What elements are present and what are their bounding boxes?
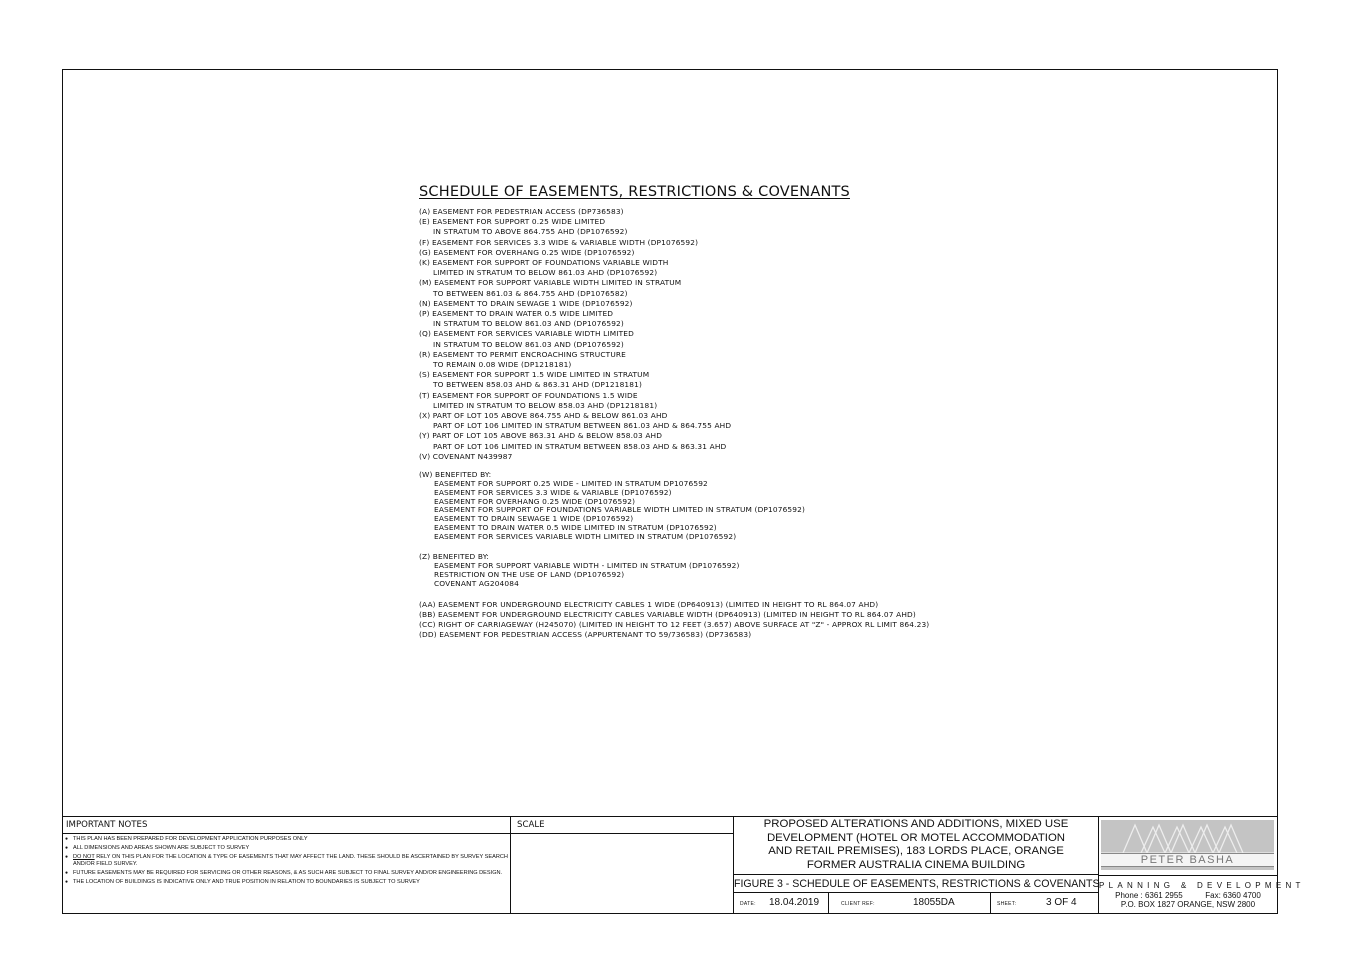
schedule-entry-line: (K) EASEMENT FOR SUPPORT OF FOUNDATIONS VARIABLE WIDTH (419, 258, 669, 268)
schedule-entry-line: (Y) PART OF LOT 105 ABOVE 863.31 AHD & BELOW 858.03 AHD (419, 431, 663, 441)
schedule-entry-line: IN STRATUM TO BELOW 861.03 AND (DP1076592) (433, 319, 624, 329)
phone-number: Phone : 6361 2955 (1115, 891, 1183, 900)
sheet-label: SHEET: (997, 901, 1017, 907)
sheet-field (991, 893, 1097, 914)
company-logo-panel (1099, 817, 1277, 875)
fax-number: Fax: 6360 4700 (1205, 891, 1261, 900)
benefit-item: EASEMENT FOR OVERHANG 0.25 WIDE (DP1076592) (434, 496, 636, 506)
schedule-entry (419, 248, 1039, 258)
note-text: THIS PLAN HAS BEEN PREPARED FOR DEVELOPMENT APPLICATION PURPOSES ONLY (73, 835, 308, 842)
schedule-entry-line: (X) PART OF LOT 105 ABOVE 864.755 AHD & BELOW 861.03 AHD (419, 411, 668, 421)
spacer (419, 462, 1039, 470)
schedule-lower-entry: (BB) EASEMENT FOR UNDERGROUND ELECTRICITY CABLES VARIABLE WIDTH (DP640913) (LIMITED IN HEIGHT TO RL 864.07 AHD) (419, 609, 916, 619)
note-emphasis: DO NOT (73, 853, 95, 860)
figure-title: FIGURE 3 - SCHEDULE OF EASEMENTS, RESTRICTIONS & COVENANTS (734, 875, 1099, 893)
schedule-entry-line: (S) EASEMENT FOR SUPPORT 1.5 WIDE LIMITED IN STRATUM (419, 370, 650, 380)
company-logo (1101, 820, 1274, 870)
note-item (63, 870, 510, 878)
schedule-entry-line: (Q) EASEMENT FOR SERVICES VARIABLE WIDTH LIMITED (419, 329, 634, 339)
date-value: 18.04.2019 (769, 897, 820, 908)
schedule-lower-entry: (DD) EASEMENT FOR PEDESTRIAN ACCESS (APPURTENANT TO 59/736583) (DP736583) (419, 630, 752, 640)
schedule-entry (419, 238, 1039, 248)
schedule-entry-line: (M) EASEMENT FOR SUPPORT VARIABLE WIDTH LIMITED IN STRATUM (419, 278, 682, 288)
project-title-line: AND RETAIL PREMISES), 183 LORDS PLACE, ORANGE (768, 845, 1064, 857)
schedule-entry (419, 217, 1039, 237)
schedule-lower-entry: (AA) EASEMENT FOR UNDERGROUND ELECTRICITY CABLES 1 WIDE (DP640913) (LIMITED IN HEIGHT TO RL 864.07 AHD) (419, 599, 879, 609)
schedule-lower-entry: (CC) RIGHT OF CARRIAGEWAY (H245070) (LIMITED IN HEIGHT TO 12 FEET (3.657) ABOVE SURFACE AT "Z" - APPROX RL LIMIT 864.23) (419, 619, 930, 629)
note-item (63, 879, 510, 887)
postal-address: P.O. BOX 1827 ORANGE, NSW 2800 (1120, 900, 1256, 909)
benefit-item: EASEMENT FOR SUPPORT OF FOUNDATIONS VARIABLE WIDTH LIMITED IN STRATUM (DP1076592) (434, 505, 806, 515)
schedule-entry-line: (T) EASEMENT FOR SUPPORT OF FOUNDATIONS 1.5 WIDE (419, 390, 638, 400)
schedule-entry-line: PART OF LOT 106 LIMITED IN STRATUM BETWEEN 858.03 AHD & 863.31 AHD (433, 441, 727, 451)
project-title-line: FORMER AUSTRALIA CINEMA BUILDING (806, 858, 1026, 871)
schedule-entry-line: (V) COVENANT N439987 (419, 451, 513, 461)
schedule-entry (419, 350, 1039, 370)
schedule-title: SCHEDULE OF EASEMENTS, RESTRICTIONS & COVENANTS (419, 184, 850, 200)
date-label: DATE: (740, 901, 756, 907)
schedule-entry-line: IN STRATUM TO ABOVE 864.755 AHD (DP1076592) (433, 227, 628, 237)
company-tagline: PLANNING & DEVELOPMENT (1099, 881, 1305, 890)
schedule-body (419, 207, 1039, 640)
benefit-group (419, 470, 1039, 541)
client-ref-value: 18055DA (913, 897, 955, 908)
client-ref-field (829, 893, 991, 914)
logo-graphic (1101, 820, 1274, 854)
benefit-item: EASEMENT TO DRAIN SEWAGE 1 WIDE (DP1076592) (434, 514, 634, 524)
note-text: RELY ON THIS PLAN FOR THE LOCATION & TYPE OF EASEMENTS THAT MAY AFFECT THE LAND. THESE SHOULD BE ASCERTAINED BY SURVEY SEARCH AND/OR FIELD SURVEY. (73, 853, 508, 868)
schedule-entry-line: (N) EASEMENT TO DRAIN SEWAGE 1 WIDE (DP1076592) (419, 298, 633, 308)
benefit-label: (W) BENEFITED BY: (419, 470, 492, 480)
schedule-entry (419, 309, 1039, 329)
project-title-line: PROPOSED ALTERATIONS AND ADDITIONS, MIXED USE (763, 818, 1069, 830)
schedule-entry (419, 258, 1039, 278)
schedule-entry-line: TO BETWEEN 858.03 AHD & 863.31 AHD (DP1218181) (433, 380, 643, 390)
benefit-item: EASEMENT FOR SUPPORT VARIABLE WIDTH - LIMITED IN STRATUM (DP1076592) (434, 561, 740, 571)
schedule-entry (419, 299, 1039, 309)
schedule-entry-line: LIMITED IN STRATUM TO BELOW 861.03 AHD (DP1076592) (433, 268, 658, 278)
schedule-entry-line: TO BETWEEN 861.03 & 864.755 AHD (DP1076582) (433, 288, 628, 298)
logo-wordmark: PETER BASHA (1101, 853, 1274, 867)
date-field (734, 893, 829, 914)
drawing-meta-row (734, 893, 1099, 914)
project-title-line: DEVELOPMENT (HOTEL OR MOTEL ACCOMMODATION (766, 831, 1066, 844)
spacer (419, 541, 1039, 552)
schedule-entry (419, 278, 1039, 298)
notes-heading: IMPORTANT NOTES (63, 817, 510, 834)
benefit-item: EASEMENT FOR SERVICES VARIABLE WIDTH LIMITED IN STRATUM (DP1076592) (434, 531, 737, 541)
project-title (734, 817, 1099, 875)
schedule-entry (419, 411, 1039, 431)
schedule-block (419, 184, 1039, 640)
schedule-entry-line: TO REMAIN 0.08 WIDE (DP1218181) (433, 360, 572, 370)
note-item (63, 836, 510, 844)
important-notes-panel (63, 817, 511, 914)
note-text: ALL DIMENSIONS AND AREAS SHOWN ARE SUBJECT TO SURVEY (73, 844, 250, 851)
schedule-entry-line: (A) EASEMENT FOR PEDESTRIAN ACCESS (DP736583) (419, 207, 624, 216)
benefit-item: EASEMENT TO DRAIN WATER 0.5 WIDE LIMITED IN STRATUM (DP1076592) (434, 522, 717, 532)
schedule-entry-line: PART OF LOT 106 LIMITED IN STRATUM BETWEEN 861.03 AHD & 864.755 AHD (433, 421, 732, 431)
schedule-entry-line: (E) EASEMENT FOR SUPPORT 0.25 WIDE LIMITED (419, 217, 606, 227)
benefit-group (419, 552, 1039, 588)
scale-panel (511, 817, 734, 914)
sheet-value: 3 OF 4 (1046, 897, 1077, 908)
scale-heading: SCALE (511, 817, 733, 834)
note-text: THE LOCATION OF BUILDINGS IS INDICATIVE ONLY AND TRUE POSITION IN RELATION TO BOUNDARIES IS SUBJECT TO SURVEY (73, 879, 420, 886)
schedule-entry-line: (R) EASEMENT TO PERMIT ENCROACHING STRUCTURE (419, 349, 626, 359)
schedule-entry-line: IN STRATUM TO BELOW 861.03 AND (DP1076592) (433, 339, 624, 349)
spacer (419, 589, 1039, 600)
schedule-entry-line: (F) EASEMENT FOR SERVICES 3.3 WIDE & VARIABLE WIDTH (DP1076592) (419, 237, 699, 247)
schedule-entry (419, 452, 1039, 462)
note-item (63, 854, 510, 869)
benefit-item: EASEMENT FOR SUPPORT 0.25 WIDE - LIMITED IN STRATUM DP1076592 (434, 479, 708, 489)
benefit-item: EASEMENT FOR SERVICES 3.3 WIDE & VARIABLE (DP1076592) (434, 487, 672, 497)
company-contact-panel (1099, 875, 1305, 914)
schedule-entry (419, 207, 1039, 217)
title-block (63, 816, 1305, 913)
notes-list (63, 836, 510, 888)
note-item (63, 845, 510, 853)
benefit-label: (Z) BENEFITED BY: (419, 552, 490, 562)
schedule-entry-line: (G) EASEMENT FOR OVERHANG 0.25 WIDE (DP1076592) (419, 247, 635, 257)
client-ref-label: CLIENT REF: (841, 901, 875, 907)
benefit-item: RESTRICTION ON THE USE OF LAND (DP1076592) (434, 570, 625, 580)
schedule-entry-line: (P) EASEMENT TO DRAIN WATER 0.5 WIDE LIMITED (419, 309, 614, 319)
schedule-entry (419, 329, 1039, 349)
phone-fax-line (1099, 891, 1277, 900)
schedule-entry (419, 431, 1039, 451)
schedule-entry (419, 391, 1039, 411)
schedule-entry (419, 370, 1039, 390)
note-text: FUTURE EASEMENTS MAY BE REQUIRED FOR SERVICING OR OTHER REASONS, & AS SUCH ARE SUBJECT TO FINAL SURVEY AND/OR ENGINEERING DESIGN. (73, 870, 503, 877)
benefit-item: COVENANT AG204084 (434, 578, 519, 588)
schedule-entry-line: LIMITED IN STRATUM TO BELOW 858.03 AHD (DP1218181) (433, 400, 658, 410)
